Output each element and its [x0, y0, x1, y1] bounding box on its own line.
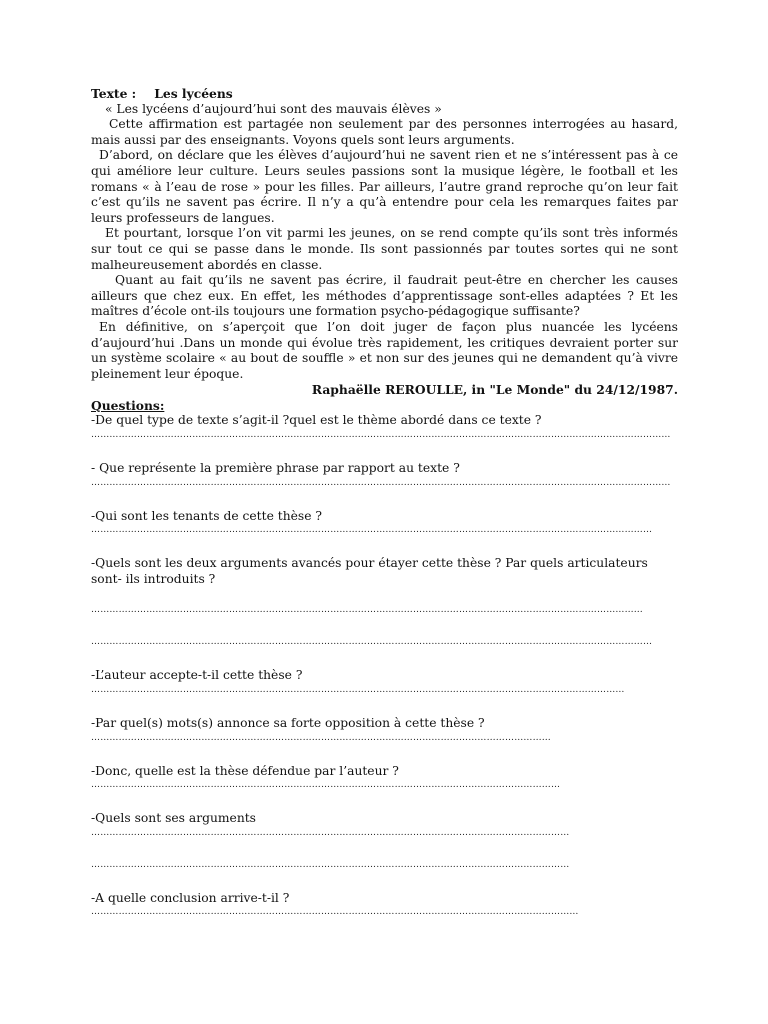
document-page	[91, 86, 678, 918]
paragraph-2: D’abord, on déclare que les élèves d’aujourd’hui ne savent rien et ne s’intéressent pas à ce qui améliore leur culture. Leurs seules passions sont la musique légère, le football et les romans « à l’eau de rose » pour les filles. Par ailleurs, l’autre grand reproche qu’on leur fait c’est qu’ils ne savent pas écrire. Il n’y a qu’à entendre pour cela les remarques faites par leurs professeurs de langues.	[91, 148, 678, 225]
question-2: - Que représente la première phrase par rapport au texte ?	[91, 461, 460, 476]
answer-line-9[interactable]: …………………………………………………………………………………………………………………………………………	[91, 827, 570, 838]
answer-line-1[interactable]: ………………………………………………………………………………………………………………………………………………………………………	[91, 430, 671, 441]
answer-line-4[interactable]: ………………………………………………………………………………………………………………………………………………………………	[91, 605, 643, 616]
question-6: -Par quel(s) mots(s) annonce sa forte opposition à cette thèse ?	[91, 716, 485, 731]
answer-line-8[interactable]: ………………………………………………………………………………………………………………………………………	[91, 780, 561, 791]
answer-line-6[interactable]: …………………………………………………………………………………………………………………………………………………………	[91, 685, 625, 696]
answer-line-10[interactable]: …………………………………………………………………………………………………………………………………………	[91, 859, 570, 870]
paragraph-3: Et pourtant, lorsque l’on vit parmi les jeunes, on se rend compte qu’ils sont très informés sur tout ce qui se passe dans le monde. Ils sont passionnés par toutes sortes qui ne sont malheureusement abordés en classe.	[91, 226, 678, 272]
source-citation: Raphaëlle REROULLE, in "Le Monde" du 24/12/1987.	[311, 382, 678, 398]
answer-line-3[interactable]: …………………………………………………………………………………………………………………………………………………………………	[91, 525, 653, 536]
question-9: -A quelle conclusion arrive-t-il ?	[91, 890, 290, 905]
answer-line-7[interactable]: ……………………………………………………………………………………………………………………………………	[91, 732, 551, 743]
questions-title: Questions:	[91, 397, 165, 413]
text-label: Texte :	[91, 86, 137, 101]
question-8: -Quels sont ses arguments	[91, 811, 256, 826]
answer-line-11[interactable]: ……………………………………………………………………………………………………………………………………………	[91, 907, 579, 918]
text-heading	[91, 86, 678, 102]
question-5: -L’auteur accepte-t-il cette thèse ?	[91, 668, 303, 683]
question-7: -Donc, quelle est la thèse défendue par l’auteur ?	[91, 763, 399, 778]
paragraph-1: Cette affirmation est partagée non seulement par des personnes interrogées au hasard, mais aussi par des enseignants. Voyons quels sont leurs arguments.	[91, 117, 678, 147]
answer-line-2[interactable]: ………………………………………………………………………………………………………………………………………………………………………	[91, 477, 671, 488]
opening-quote: « Les lycéens d’aujourd’hui sont des mauvais élèves »	[105, 101, 442, 116]
question-1: -De quel type de texte s’agit-il ?quel est le thème abordé dans ce texte ?	[91, 413, 542, 428]
answer-line-5[interactable]: …………………………………………………………………………………………………………………………………………………………………	[91, 637, 653, 648]
paragraph-4: Quant au fait qu’ils ne savent pas écrire, il faudrait peut-être en chercher les causes ailleurs que chez eux. En effet, les méthodes d’apprentissage sont-elles adaptées ? Et les maîtres d’école ont-ils toujours une formation psycho-pédagogique suffisante?	[91, 273, 678, 319]
paragraph-5: En définitive, on s’aperçoit que l’on doit juger de façon plus nuancée les lycéens d’aujourd’hui .Dans un monde qui évolue très rapidement, les critiques devraient porter sur un système scolaire « au bout de souffle » et non sur des jeunes qui ne demandent qu’à vivre pleinement leur époque.	[91, 319, 678, 381]
text-title: Les lycéens	[154, 86, 233, 101]
question-3: -Qui sont les tenants de cette thèse ?	[91, 508, 322, 523]
question-4: -Quels sont les deux arguments avancés pour étayer cette thèse ? Par quels articulateurs sont- ils introduits ?	[91, 556, 648, 586]
